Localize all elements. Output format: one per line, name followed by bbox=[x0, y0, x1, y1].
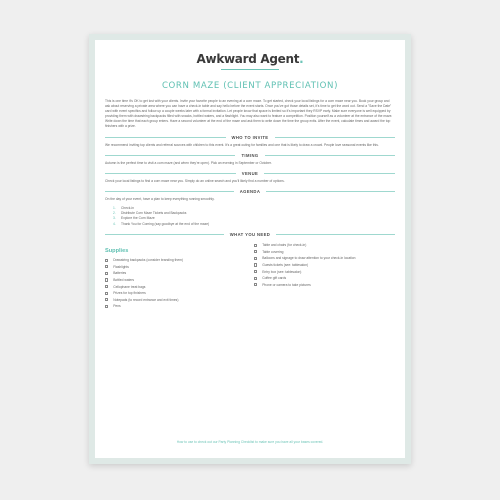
checkbox[interactable] bbox=[105, 298, 108, 301]
intro-paragraph: This is one time it's OK to get lost with your clients. Invite your favorite people to an evening at a corn maze. To get started, check your local listings for a corn maze near you. Book your group and ask about reserving a private area where you can have a check-in table and say hello before the event starts. Once you've got those details set, it's time to get the word out. Send a "Save the Date" card with event specifics and follow up a couple weeks later with a formal invitation. Let people know that space is limited so it's important they RSVP early. Make sure everyone is well equipped by providing them with drawstring backpacks filled with snacks, bottled waters, and a flashlight. You may also want to feature a competition. Position yourself as a volunteer at the entrance of the maze. Write down the time that each group enters. Have a second volunteer at the end of the maze and ask them to write down the time the group exits. After the event, calculate times and award the top finishers with a prize. bbox=[105, 99, 393, 129]
section-header-needs bbox=[105, 232, 395, 237]
divider bbox=[266, 191, 395, 192]
section-label: TIMING bbox=[241, 152, 259, 158]
checklist-item: Batteries bbox=[105, 271, 246, 275]
supplies-checklist bbox=[105, 239, 395, 311]
page-title: CORN MAZE (CLIENT APPRECIATION) bbox=[161, 81, 339, 91]
supplies-heading: Supplies bbox=[105, 248, 129, 255]
checkbox[interactable] bbox=[105, 292, 108, 295]
checklist-item: Table covering bbox=[254, 250, 395, 254]
agenda-item: 4. Thank You for Coming (say goodbye at the end of the maze) bbox=[113, 221, 210, 226]
checklist-item: Notepads (to record entrance and exit times) bbox=[105, 298, 246, 302]
checkbox[interactable] bbox=[105, 278, 108, 281]
agenda-list bbox=[105, 206, 395, 228]
divider bbox=[275, 137, 396, 138]
checklist-item: Entry box (see: tablesalon) bbox=[254, 270, 395, 274]
checklist-item: Bottled waters bbox=[105, 278, 246, 282]
checkbox[interactable] bbox=[105, 259, 108, 262]
divider bbox=[105, 137, 226, 138]
checklist-item: Pens bbox=[105, 304, 246, 308]
checklist-column-left bbox=[105, 239, 246, 311]
section-label: AGENDA bbox=[239, 188, 261, 194]
section-label: VENUE bbox=[241, 170, 259, 176]
checkbox[interactable] bbox=[105, 272, 108, 275]
venue-text: Check your local listings to find a corn maze near you. Simply do an online search and you'll likely find a number of options. bbox=[105, 178, 285, 183]
divider bbox=[276, 234, 395, 235]
document-page bbox=[95, 40, 405, 458]
brand-logo bbox=[105, 52, 395, 66]
divider bbox=[264, 173, 395, 174]
agenda-intro: On the day of your event, have a plan to keep everything running smoothly. bbox=[105, 196, 215, 201]
document-frame bbox=[89, 34, 411, 464]
section-label: WHAT YOU NEED bbox=[229, 232, 271, 238]
footer-note[interactable]: How to use to check out our Party Planning Checklist to make sure you have all your bases covered. bbox=[176, 440, 324, 444]
agenda-item: 3. Explore the Corn Maze bbox=[113, 216, 155, 221]
section-label: WHO TO INVITE bbox=[231, 134, 269, 140]
checklist-item: Prizes for top finishers bbox=[105, 291, 246, 295]
checklist-item: Drawstring backpacks (consider branding them) bbox=[105, 258, 246, 262]
section-header-venue bbox=[105, 171, 395, 176]
section-header-timing bbox=[105, 153, 395, 158]
divider bbox=[105, 155, 235, 156]
checklist-item: Flashlights bbox=[105, 265, 246, 269]
agenda-item: 2. Distribute Corn Maze Tickets and Backpacks bbox=[113, 210, 187, 215]
checkbox[interactable] bbox=[105, 265, 108, 268]
checklist-column-right bbox=[246, 243, 395, 311]
divider bbox=[265, 155, 395, 156]
checkbox[interactable] bbox=[105, 305, 108, 308]
brand-name: Awkward Agent bbox=[196, 52, 300, 66]
agenda-item: 1. Check-in bbox=[113, 205, 135, 210]
section-header-agenda bbox=[105, 189, 395, 194]
checklist-item: Balloons and signage to draw attention to your check-in location bbox=[254, 256, 395, 260]
checklist-item: Guests tickets (see: tablesalon) bbox=[254, 263, 395, 267]
checklist-item: Phone or camera to take pictures bbox=[254, 283, 395, 287]
brand-dot: . bbox=[299, 52, 304, 66]
checkbox[interactable] bbox=[254, 244, 257, 247]
divider bbox=[105, 191, 234, 192]
divider bbox=[105, 173, 236, 174]
timing-text: Autumn is the perfect time to visit a corn maze (and when they're open). Pick an evening in September or October. bbox=[105, 160, 272, 165]
checklist-item: Cellophane treat bags bbox=[105, 285, 246, 289]
checkbox[interactable] bbox=[254, 263, 257, 266]
brand-underline bbox=[221, 69, 279, 70]
checkbox[interactable] bbox=[254, 270, 257, 273]
checkbox[interactable] bbox=[254, 250, 257, 253]
checkbox[interactable] bbox=[254, 257, 257, 260]
divider bbox=[105, 234, 224, 235]
who-text: We recommend inviting top clients and referral sources with children to this event. It's a great outing for families and one that is likely to draw a crowd. People love seasonal events like this. bbox=[105, 142, 379, 147]
checkbox[interactable] bbox=[105, 285, 108, 288]
checklist-item: Table and chairs (for check-in) bbox=[254, 243, 395, 247]
checklist-item: Coffee gift cards bbox=[254, 276, 395, 280]
checkbox[interactable] bbox=[254, 277, 257, 280]
section-header-who bbox=[105, 135, 395, 140]
checkbox[interactable] bbox=[254, 283, 257, 286]
